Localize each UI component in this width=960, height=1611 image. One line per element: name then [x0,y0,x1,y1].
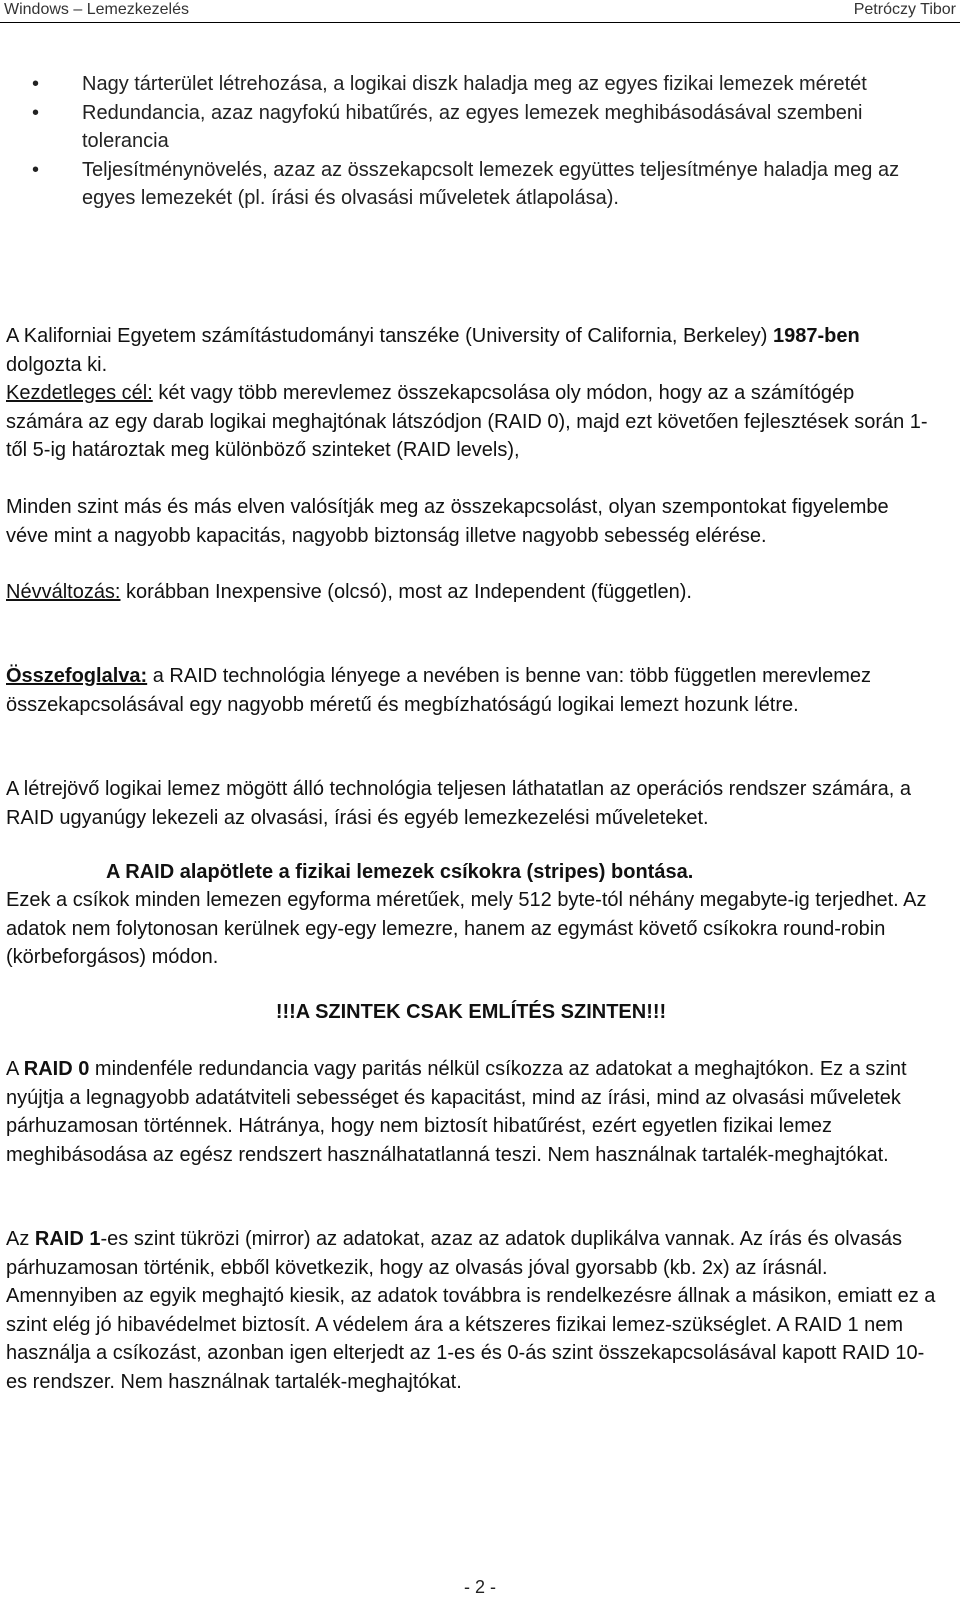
logical-disk-paragraph: A létrejövő logikai lemez mögött álló technológia teljesen láthatatlan az operációs rendszer számára, a RAID ugyanúgy lekezeli az olvasási, írási és egyéb lemezkezelési műveleteket. [6,778,911,829]
berkeley-year: 1987-ben [772,325,860,347]
header-author: Petróczy Tibor [853,1,956,18]
stripes-heading: A RAID alapötlete a fizikai lemezek csíkokra (stripes) bontása. [106,861,694,883]
bullet-icon: • [32,158,40,181]
berkeley-paragraph [6,322,936,379]
list-item-text: Nagy tárterület létrehozása, a logikai diszk haladja meg az egyes fizikai lemezek méretét [82,73,867,95]
rename-label: Névváltozás: [6,581,121,603]
page-number: - 2 - [463,1577,496,1597]
summary-label: Összefoglalva: [6,665,148,687]
goal-label: Kezdetleges cél: [6,382,153,404]
raid0-term: RAID 0 [23,1058,90,1080]
bullet-icon: • [32,101,40,124]
rename-text: korábban Inexpensive (olcsó), most az Independent (független). [120,581,692,603]
list-item-text: Redundancia, azaz nagyfokú hibatűrés, az egyes lemezek meghibásodásával szembeni tolerancia [82,101,863,152]
raid1-text: -es szint tükrözi (mirror) az adatokat, azaz az adatok duplikálva vannak. Az írás és olvasás párhuzamosan történik, ebből következik, hogy az olvasás jóval gyorsabb (kb. 2x) az írásnál. Amennyiben az egyik meghajtó kiesik, az adatok továbbra is rendelkezésre állnak a másikon, emiatt ez a szint elég jó hibavédelmet biztosít. A védelem ára a kétszeres fizikai lemez-szükséglet. A RAID 1 nem használja a csíkozást, azonban igen elterjedt az 1-es és 0-ás szint összekapcsolásával kapott RAID 10-es rendszer. Nem használnak tartalék-meghajtókat. [6,1228,936,1393]
goal-text: két vagy több merevlemez összekapcsolása oly módon, hogy az a számítógép számára az egy darab logikai meghajtónak látszódjon (RAID 0), majd ezt követően fejlesztések során 1-től 5-ig határoztak meg különböző szinteket (RAID levels), [6,382,928,461]
list-item [0,70,940,99]
summary-paragraph [6,662,936,719]
list-item [0,99,940,156]
raid0-prefix: A [6,1058,24,1080]
goals-list [0,70,940,213]
raid1-prefix: Az [6,1228,35,1250]
goal-paragraph [6,379,936,465]
raid1-term: RAID 1 [34,1228,101,1250]
levels-heading: !!!A SZINTEK CSAK EMLÍTÉS SZINTEN!!! [275,1001,667,1023]
rename-paragraph [6,578,936,607]
summary-text: a RAID technológia lényege a nevében is benne van: több független merevlemez összekapcsolásával egy nagyobb méretű és megbízhatóságú logikai lemezt hozunk létre. [6,665,871,716]
stripes-paragraph: Ezek a csíkok minden lemezen egyforma méretűek, mely 512 byte-tól néhány megabyte-ig terjedhet. Az adatok nem folytonosan kerülnek egy-egy lemezre, hanem az egymást követő csíkokra round-robin (körbeforgásos) módon. [6,889,927,968]
raid0-text: mindenféle redundancia vagy paritás nélkül csíkozza az adatokat a meghajtókon. Ez a szint nyújtja a legnagyobb adatátviteli sebességet és kapacitást, mind az írási, mind az olvasási műveletek párhuzamosan történnek. Hátránya, hogy nem biztosít hibatűrést, ezért egyetlen fizikai lemez meghibásodása az egész rendszert használhatatlanná teszi. Nem használnak tartalék-meghajtókat. [6,1058,907,1166]
raid1-paragraph [6,1225,936,1396]
list-item-text: Teljesítménynövelés, azaz az összekapcsolt lemezek együttes teljesítménye haladja meg az egyes lemezekét (pl. írási és olvasási műveletek átlapolása). [82,158,900,209]
berkeley-text-end: dolgozta ki. [6,353,108,376]
bullet-icon: • [32,73,40,95]
list-item [0,156,940,213]
berkeley-text: A Kaliforniai Egyetem számítástudományi tanszéke (University of California, Berkeley) [6,325,773,347]
page-header [0,0,960,23]
raid0-paragraph [6,1055,936,1169]
levels-paragraph: Minden szint más és más elven valósítják meg az összekapcsolást, olyan szempontokat figyelembe véve mint a nagyobb kapacitás, nagyobb biztonság illetve nagyobb sebesség elérése. [6,496,889,547]
header-title: Windows – Lemezkezelés [4,1,189,18]
